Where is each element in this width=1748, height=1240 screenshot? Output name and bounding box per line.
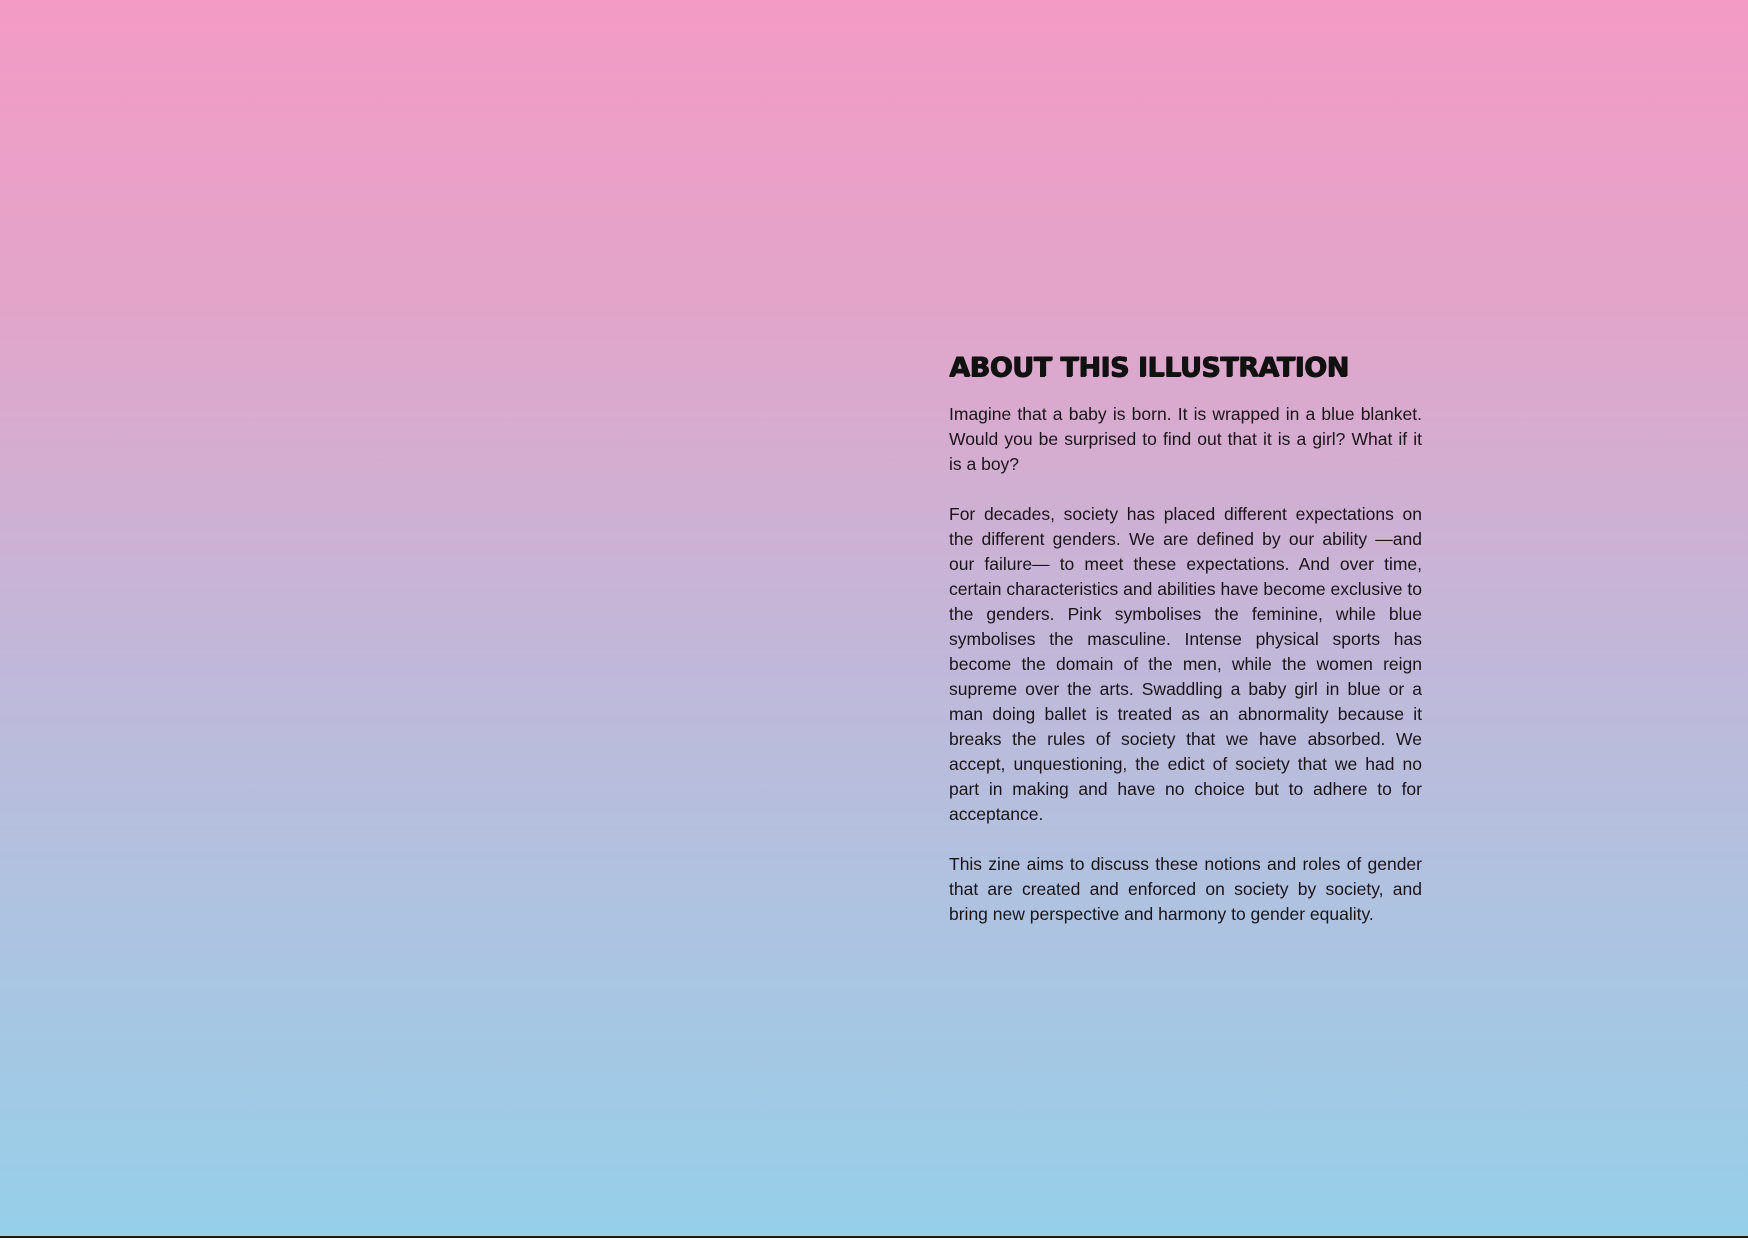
article-heading: ABOUT THIS ILLUSTRATION (949, 352, 1349, 383)
page-bottom-edge (0, 1236, 1748, 1240)
article-paragraph-conclusion: This zine aims to discuss these notions and roles of gender that are created and enforced on society by society, and bring new perspective and harmony to gender equality. (949, 854, 1422, 924)
article-paragraph-body: For decades, society has placed different expectations on the different genders. We are defined by our ability —and our failure— to meet these expectations. And over time, certain characteristics and abilities have become exclusive to the genders. Pink symbolises the feminine, while blue symbolises the masculine. Intense physical sports has become the domain of the men, while the women reign supreme over the arts. Swaddling a baby girl in blue or a man doing ballet is treated as an abnormality because it breaks the rules of society that we have absorbed. We accept, unquestioning, the edict of society that we had no part in making and have no choice but to adhere to for acceptance. (949, 504, 1422, 824)
about-article (949, 348, 1422, 952)
article-paragraph-intro: Imagine that a baby is born. It is wrapped in a blue blanket. Would you be surprised to find out that it is a girl? What if it is a boy? (949, 404, 1422, 474)
